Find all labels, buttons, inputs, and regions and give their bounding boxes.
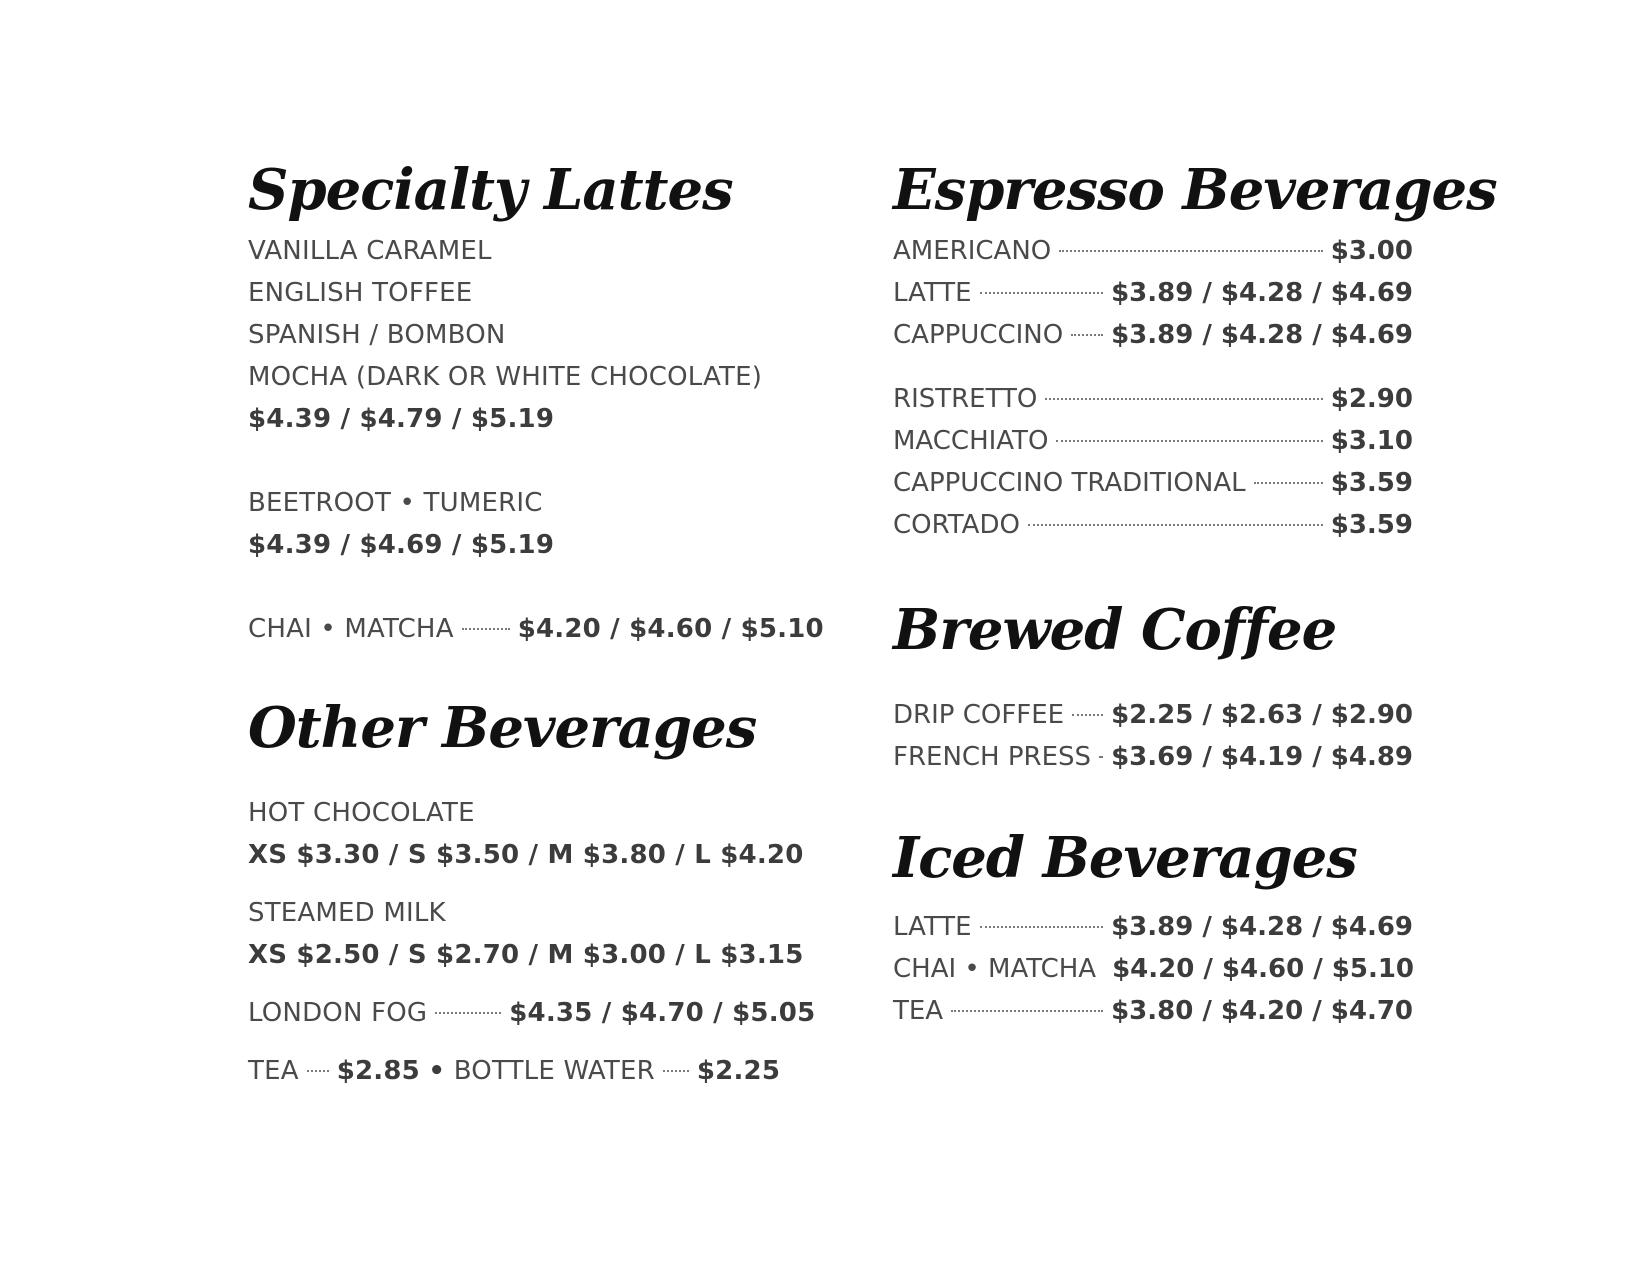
- specialty-lattes-price: $4.39 / $4.79 / $5.19: [248, 404, 555, 434]
- item-price: $3.69 / $4.19 / $4.89: [1111, 742, 1413, 772]
- dot-leader: [1254, 482, 1323, 484]
- item-name: AMERICANO: [893, 236, 1052, 266]
- dot-leader: [1056, 440, 1322, 442]
- dot-leader: [980, 292, 1103, 294]
- menu-item-mocha: MOCHA (DARK OR WHITE CHOCOLATE): [248, 362, 763, 392]
- menu-row: [893, 694, 1413, 736]
- espresso-beverages-heading: Espresso Beverages: [893, 157, 1497, 223]
- specialty-lattes-heading: Specialty Lattes: [248, 157, 733, 223]
- item-name: MACCHIATO: [893, 426, 1049, 456]
- item-price: $3.89 / $4.28 / $4.69: [1111, 278, 1413, 308]
- dot-leader: [1059, 250, 1323, 252]
- item-price: $3.59: [1330, 468, 1413, 498]
- item-name: CAPPUCCINO: [893, 320, 1064, 350]
- iced-beverages-heading: Iced Beverages: [893, 825, 1357, 891]
- menu-row: [893, 314, 1413, 356]
- menu-item-hot-chocolate: HOT CHOCOLATE: [248, 798, 475, 828]
- item-name: CORTADO: [893, 510, 1020, 540]
- dot-leader: [462, 628, 510, 630]
- menu-item-london-fog: [248, 992, 816, 1034]
- menu-row: [893, 420, 1413, 462]
- dot-leader: [1072, 714, 1103, 716]
- menu-row: [893, 504, 1413, 546]
- item-price: $3.80 / $4.20 / $4.70: [1111, 996, 1413, 1026]
- brewed-coffee-heading: Brewed Coffee: [893, 597, 1337, 663]
- item-price: $3.89 / $4.28 / $4.69: [1111, 320, 1413, 350]
- other-beverages-heading: Other Beverages: [248, 695, 757, 761]
- dot-leader: [1045, 398, 1322, 400]
- steamed-milk-price: XS $2.50 / S $2.70 / M $3.00 / L $3.15: [248, 940, 804, 970]
- menu-row: [893, 736, 1413, 778]
- chai-matcha-name: CHAI • MATCHA: [248, 614, 454, 644]
- menu-row: [893, 906, 1413, 948]
- london-fog-price: $4.35 / $4.70 / $5.05: [509, 998, 816, 1028]
- dot-leader: [307, 1070, 329, 1072]
- menu-item-steamed-milk: STEAMED MILK: [248, 898, 446, 928]
- dot-leader: [980, 926, 1103, 928]
- dot-leader: [951, 1010, 1103, 1012]
- menu-row: [893, 948, 1413, 990]
- item-name: RISTRETTO: [893, 384, 1038, 414]
- item-name: LATTE: [893, 278, 972, 308]
- tea-price: $2.85: [336, 1056, 420, 1086]
- item-price: $3.00: [1330, 236, 1413, 266]
- separator-bullet: •: [428, 1056, 446, 1086]
- dot-leader: [663, 1070, 689, 1072]
- menu-row: [893, 378, 1413, 420]
- beetroot-tumeric-price: $4.39 / $4.69 / $5.19: [248, 530, 555, 560]
- item-price: $2.90: [1330, 384, 1413, 414]
- menu-item-english-toffee: ENGLISH TOFFEE: [248, 278, 473, 308]
- item-name: CAPPUCCINO TRADITIONAL: [893, 468, 1246, 498]
- bottle-water-price: $2.25: [696, 1056, 781, 1086]
- item-name: FRENCH PRESS: [893, 742, 1092, 772]
- london-fog-name: LONDON FOG: [248, 998, 428, 1028]
- item-price: $3.59: [1330, 510, 1413, 540]
- item-price: $4.20 / $4.60 / $5.10: [1112, 954, 1414, 984]
- item-name: CHAI • MATCHA: [893, 954, 1097, 984]
- item-price: $3.10: [1330, 426, 1413, 456]
- menu-item-chai-matcha: [248, 608, 824, 650]
- dot-leader: [1071, 334, 1103, 336]
- menu-item-tea-water: [248, 1050, 781, 1092]
- dot-leader: [435, 1012, 501, 1014]
- tea-name: TEA: [248, 1056, 299, 1086]
- menu-item-spanish-bombon: SPANISH / BOMBON: [248, 320, 506, 350]
- left-column: [248, 150, 824, 1092]
- item-price: $2.25 / $2.63 / $2.90: [1111, 700, 1413, 730]
- dot-leader: [1028, 524, 1323, 526]
- hot-chocolate-price: XS $3.30 / S $3.50 / M $3.80 / L $4.20: [248, 840, 804, 870]
- chai-matcha-price: $4.20 / $4.60 / $5.10: [517, 614, 824, 644]
- dot-leader: [1099, 756, 1103, 758]
- menu-row: [893, 230, 1413, 272]
- menu-row: [893, 462, 1413, 504]
- item-name: LATTE: [893, 912, 972, 942]
- menu-row: [893, 990, 1413, 1032]
- menu-row: [893, 272, 1413, 314]
- right-column: [893, 150, 1497, 1032]
- item-name: DRIP COFFEE: [893, 700, 1065, 730]
- item-name: TEA: [893, 996, 944, 1026]
- bottle-water-name: BOTTLE WATER: [453, 1056, 655, 1086]
- menu-item-vanilla-caramel: VANILLA CARAMEL: [248, 236, 492, 266]
- menu-item-beetroot-tumeric: BEETROOT • TUMERIC: [248, 488, 543, 518]
- item-price: $3.89 / $4.28 / $4.69: [1111, 912, 1413, 942]
